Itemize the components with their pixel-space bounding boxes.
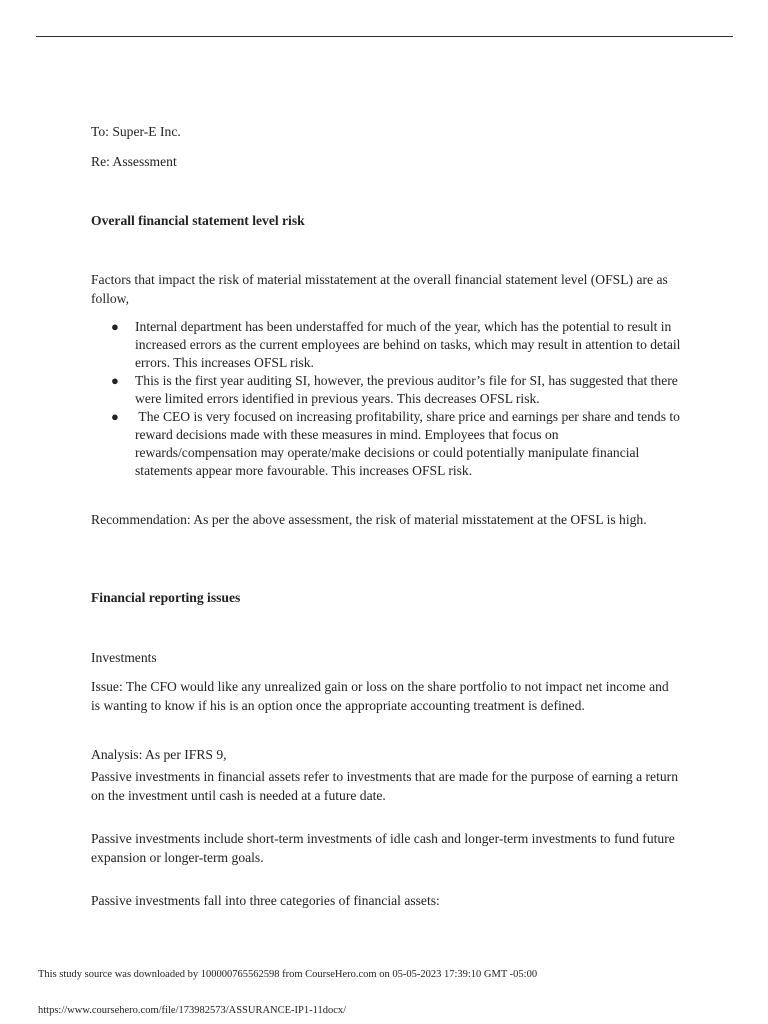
list-item <box>91 408 684 480</box>
section-heading-ofsl: Overall financial statement level risk <box>91 213 305 228</box>
memo-to: To: Super-E Inc. <box>91 124 181 139</box>
memo-re: Re: Assessment <box>91 154 177 169</box>
source-url[interactable]: https://www.coursehero.com/file/173982573/ASSURANCE-IP1-11docx/ <box>38 1005 347 1016</box>
section-heading-reporting: Financial reporting issues <box>91 590 241 605</box>
list-item-text: The CEO is very focused on increasing profitability, share price and earnings per share and tends to reward decisions made with these measures in mind. Employees that focus on rewards/compensation may operate/make decisions or could potentially manipulate financial statements appear more favourable. This increases OFSL risk. <box>135 409 684 478</box>
bullet-icon: ● <box>111 409 119 424</box>
passive-investments-categories: Passive investments fall into three categories of financial assets: <box>91 893 440 908</box>
list-item <box>91 318 681 372</box>
passive-investments-definition: Passive investments in financial assets refer to investments that are made for the purpose of earning a return on the investment until cash is needed at a future date. <box>91 769 678 803</box>
bullet-icon: ● <box>111 319 119 334</box>
list-item <box>91 372 681 408</box>
bullet-icon: ● <box>111 373 119 388</box>
list-item-text: This is the first year auditing SI, however, the previous auditor’s file for SI, has suggested that there were limited errors identified in previous years. This decreases OFSL risk. <box>135 373 678 406</box>
download-note: This study source was downloaded by 100000765562598 from CourseHero.com on 05-05-2023 17:39:10 GMT -05:00 <box>38 969 538 980</box>
issue-paragraph: Issue: The CFO would like any unrealized gain or loss on the share portfolio to not impact net income and is wanting to know if his is an option once the appropriate accounting treatment is defined. <box>91 679 669 713</box>
passive-investments-types: Passive investments include short-term investments of idle cash and longer-term investments to fund future expansion or longer-term goals. <box>91 831 675 865</box>
subheading-investments: Investments <box>91 650 157 665</box>
ofsl-factor-list <box>91 318 684 480</box>
recommendation: Recommendation: As per the above assessment, the risk of material misstatement at the OFSL is high. <box>91 512 647 527</box>
analysis-label: Analysis: As per IFRS 9, <box>91 747 227 762</box>
list-item-text: Internal department has been understaffed for much of the year, which has the potential to result in increased errors as the current employees are behind on tasks, which may result in attention to detail errors. This increases OFSL risk. <box>135 319 681 370</box>
header-rule <box>36 36 733 37</box>
ofsl-intro: Factors that impact the risk of material misstatement at the overall financial statement level (OFSL) are as follow, <box>91 272 668 306</box>
